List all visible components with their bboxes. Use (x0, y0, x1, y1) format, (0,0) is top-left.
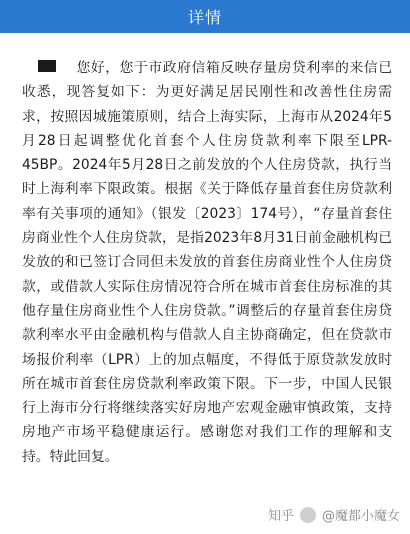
letter-text: 您好，您于市政府信箱反映存量房贷利率的来信已收悉，现答复如下：为更好满足居民刚性和改善性住房需求，按照因城施策原则，结合上海实际，上海市从2024年5月28日起调整优化首套个人住房贷款利率下限至LPR-45BP。2024年5月28日之前发放的个人住房贷款，执行当时上海利率下限政策。根据《关于降低存量首套住房贷款利率有关事项的通知》（银发〔2023〕174号），“存量首套住房商业性个人住房贷款，是指2023年8月31日前金融机构已发放的和已签订合同但未发放的首套住房商业性个人住房贷款，或借款人实际住房情况符合所在城市首套住房标准的其他存量住房商业性个人住房贷款。”调整后的存量首套住房贷款利率水平由金融机构与借款人自主协商确定，但在贷款市场报价利率（LPR）上的加点幅度，不得低于原贷款发放时所在城市首套住房贷款利率政策下限。下一步，中国人民银行上海市分行将继续落实好房地产宏观金融审慎政策，支持房地产市场平稳健康运行。感谢您对我们工作的理解和支持。特此回复。 (22, 60, 392, 465)
author-avatar-icon (300, 507, 316, 523)
redacted-name (38, 60, 56, 72)
page-title: 详情 (187, 8, 222, 27)
reply-letter (0, 33, 410, 469)
watermark-site: 知乎 (267, 509, 294, 524)
zhihu-watermark (268, 505, 400, 524)
page-header (0, 0, 410, 33)
watermark-author: @魔都小魔女 (321, 509, 400, 524)
